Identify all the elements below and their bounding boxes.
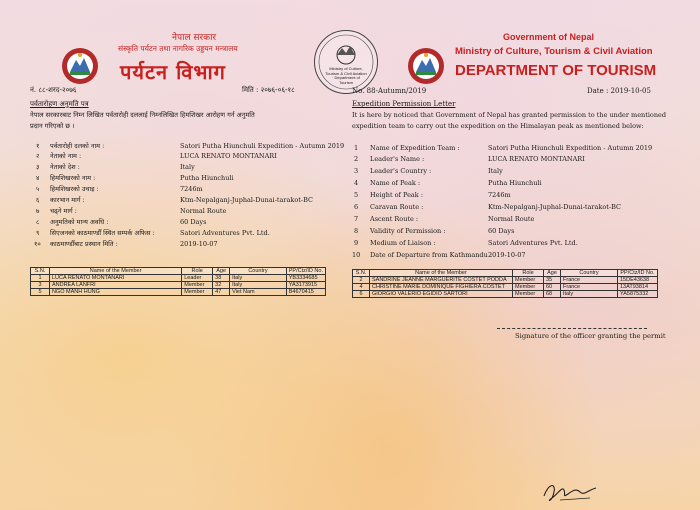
department-nepali: पर्यटन विभाग	[120, 60, 226, 84]
cell-role: Member	[513, 277, 544, 284]
field-value: 60 Days	[488, 227, 515, 235]
field-num: ९	[36, 229, 40, 237]
signature-line	[497, 328, 647, 329]
intro-nepali-2: प्रदान गरिएको छ ।	[30, 122, 75, 130]
cell-sn: 5	[31, 289, 50, 296]
date-english: Date : 2019-10-05	[587, 87, 651, 95]
cell-id: 15DE43638	[618, 277, 658, 284]
field-num: ६	[36, 196, 40, 204]
field-value: LUCA RENATO MONTANARI	[180, 152, 277, 160]
cell-age: 60	[544, 284, 561, 291]
field-value: 2019-10-07	[488, 251, 526, 259]
field-label: हिमशिखरको नाम :	[50, 174, 96, 182]
field-value: 7246m	[180, 185, 203, 193]
table-row	[353, 291, 658, 298]
field-value: Satori Adventures Pvt. Ltd.	[488, 239, 578, 247]
date-nepali: मिति : २०७६-०६-१८	[242, 86, 295, 94]
cell-sn: 2	[353, 277, 370, 284]
table-header-row	[31, 268, 326, 275]
field-label: Name of Expedition Team :	[370, 144, 460, 152]
cell-country: Italy	[230, 282, 287, 289]
field-label: Leader's Name :	[370, 155, 425, 163]
cell-age: 68	[544, 291, 561, 298]
cell-age: 38	[213, 275, 230, 282]
col-age: Age	[213, 268, 230, 275]
field-num: 10	[352, 251, 361, 259]
field-num: ४	[36, 174, 40, 182]
table-row	[31, 282, 326, 289]
cell-sn: 1	[31, 275, 50, 282]
ministry-nepali: संस्कृति पर्यटन तथा नागरिक उड्डयन मन्त्रालय	[118, 44, 238, 53]
cell-id: YA3173915	[286, 282, 325, 289]
cell-role: Member	[182, 289, 213, 296]
field-label: Validity of Permission :	[370, 227, 446, 235]
cell-country: France	[561, 284, 618, 291]
field-num: ३	[36, 163, 40, 171]
department-seal	[314, 30, 378, 94]
gov-nepal-nepali: नेपाल सरकार	[172, 33, 217, 43]
table-header-row	[353, 270, 658, 277]
cell-sn: 3	[31, 282, 50, 289]
col-country: Country	[561, 270, 618, 277]
intro-nepali-1: नेपाल सरकारबाट निम्न लिखित पर्वतारोही दललाई निम्नलिखित हिमशिखर आरोहण गर्न अनुमति	[30, 111, 255, 119]
col-name: Name of the Member	[370, 270, 513, 277]
field-num: ७	[36, 207, 40, 215]
cell-role: Member	[513, 291, 544, 298]
nepal-emblem-right	[406, 46, 446, 86]
field-value: Satori Putha Hiunchuli Expedition - Autumn 2019	[180, 142, 345, 150]
col-id: PP/Ctz/ID No.	[618, 270, 658, 277]
field-label: Caravan Route :	[370, 203, 424, 211]
table-row	[31, 275, 326, 282]
col-age: Age	[544, 270, 561, 277]
nepal-emblem-left	[60, 46, 100, 86]
field-label: सिएजनको काठमाण्डौँ स्थित सम्पर्क अफिस :	[50, 229, 155, 237]
field-value: LUCA RENATO MONTANARI	[488, 155, 585, 163]
ministry-english: Ministry of Culture, Tourism & Civil Aviation	[455, 46, 653, 57]
field-num: 9	[354, 239, 359, 247]
col-id: PP/Ctz/ID No.	[286, 268, 325, 275]
cell-name: ANDREA LANFRI	[49, 282, 181, 289]
field-value: Putha Hiunchuli	[180, 174, 234, 182]
cell-id: YB3334685	[286, 275, 325, 282]
cell-name: NGO MANH HUNG	[49, 289, 181, 296]
field-label: Leader's Country :	[370, 167, 432, 175]
signature-label: Signature of the officer granting the permit	[515, 332, 666, 340]
cell-sn: 6	[353, 291, 370, 298]
field-label: Name of Peak :	[370, 179, 421, 187]
field-num: १	[36, 142, 40, 150]
seal-text: Ministry of Culture, Tourism & Civil Aviation · Department of Tourism	[325, 66, 367, 85]
members-table-right	[352, 269, 658, 298]
field-value: 2019-10-07	[180, 240, 218, 248]
cell-age: 35	[544, 277, 561, 284]
department-english: DEPARTMENT OF TOURISM	[455, 62, 657, 79]
field-label: नेताको नाम :	[50, 152, 82, 160]
field-value: Normal Route	[488, 215, 535, 223]
col-sn: S.N.	[353, 270, 370, 277]
field-label: चढ्ने मार्ग :	[50, 207, 77, 215]
field-label: Ascent Route :	[370, 215, 419, 223]
field-label: कारभान मार्ग :	[50, 196, 85, 204]
cell-role: Member	[513, 284, 544, 291]
cell-role: Member	[182, 282, 213, 289]
field-value: Italy	[180, 163, 195, 171]
field-num: 2	[354, 155, 359, 163]
field-value: Putha Hiunchuli	[488, 179, 542, 187]
field-label: Height of Peak :	[370, 191, 424, 199]
field-value: Satori Putha Hiunchuli Expedition - Autumn 2019	[488, 144, 653, 152]
cell-country: Italy	[230, 275, 287, 282]
intro-english-1: It is here by noticed that Government of Nepal has granted permission to the under mentioned	[352, 111, 667, 119]
intro-english-2: expedition team to carry out the expedition on the Himalayan peak as mentioned below:	[352, 122, 644, 130]
cell-country: Italy	[561, 291, 618, 298]
col-sn: S.N.	[31, 268, 50, 275]
cell-age: 47	[213, 289, 230, 296]
cell-age: 32	[213, 282, 230, 289]
title-nepali: पर्वतारोहण अनुमति पत्र	[30, 100, 89, 108]
field-value: Ktm-Nepalganj-Juphal-Dunai-tarakot-BC	[488, 203, 621, 211]
table-row	[353, 284, 658, 291]
field-num: ५	[36, 185, 40, 193]
ref-number-nepali: नं. ८८-शरद-२०७६	[30, 86, 77, 94]
field-label: हिमशिखरको उचाइ :	[50, 185, 99, 193]
cell-name: CHRISTINE MARIE DOMINIQUE FIGHIERA COSTET	[370, 284, 513, 291]
table-row	[353, 277, 658, 284]
cell-name: GIORGIO VALERIO EGIDIO SARTORI	[370, 291, 513, 298]
field-num: 1	[354, 144, 359, 152]
members-table-left	[30, 267, 326, 296]
field-num: २	[36, 152, 40, 160]
title-english: Expedition Permission Letter	[352, 100, 456, 108]
field-value: Italy	[488, 167, 503, 175]
field-num: 7	[354, 215, 359, 223]
field-value: Normal Route	[180, 207, 227, 215]
field-label: अनुमतिको मान्य अवधि :	[50, 218, 109, 226]
cell-country: Viet Nam	[230, 289, 287, 296]
field-num: 6	[354, 203, 359, 211]
field-label: Date of Departure from Kathmandu :	[370, 251, 493, 259]
col-role: Role	[513, 270, 544, 277]
field-num: १०	[34, 240, 41, 248]
cell-role: Leader	[182, 275, 213, 282]
field-label: काठमाण्डौँबाट प्रस्थान मिति :	[50, 240, 118, 248]
col-role: Role	[182, 268, 213, 275]
field-value: Satori Adventures Pvt. Ltd.	[180, 229, 270, 237]
cell-id: B4670415	[286, 289, 325, 296]
table-row	[31, 289, 326, 296]
col-name: Name of the Member	[49, 268, 181, 275]
field-num: 3	[354, 167, 359, 175]
ref-number-english: No. 88-Autumn/2019	[352, 87, 427, 95]
field-num: 4	[354, 179, 359, 187]
field-num: 5	[354, 191, 359, 199]
field-num: ८	[36, 218, 40, 226]
cell-country: France	[561, 277, 618, 284]
field-value: 60 Days	[180, 218, 207, 226]
cell-id: 13AT93814	[618, 284, 658, 291]
field-label: पर्वतारोही दलको नाम :	[50, 142, 105, 150]
cell-sn: 4	[353, 284, 370, 291]
field-label: Medium of Liaison :	[370, 239, 436, 247]
handwritten-signature	[540, 478, 600, 504]
cell-id: YA5875332	[618, 291, 658, 298]
col-country: Country	[230, 268, 287, 275]
field-value: Ktm-Nepalganj-Juphal-Dunai-tarakot-BC	[180, 196, 313, 204]
cell-name: SANDRINE JEANNE MARGUERITE COSTET PODDA	[370, 277, 513, 284]
gov-nepal-english: Government of Nepal	[503, 32, 595, 42]
field-label: नेताको देश :	[50, 163, 80, 171]
cell-name: LUCA RENATO MONTANARI	[49, 275, 181, 282]
field-num: 8	[354, 227, 359, 235]
field-value: 7246m	[488, 191, 511, 199]
